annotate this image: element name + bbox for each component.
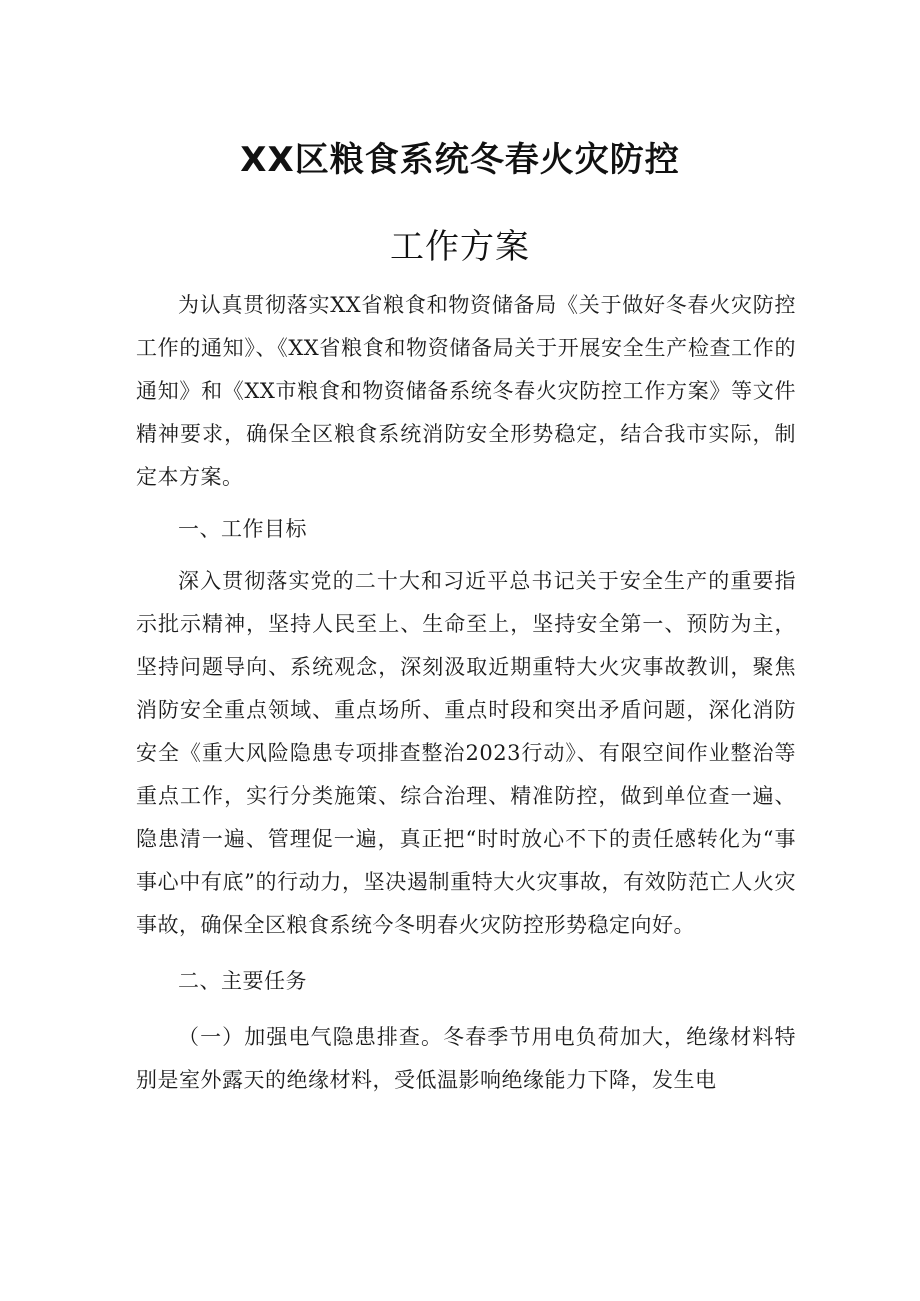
- document-title-line2: 工作方案: [390, 227, 530, 267]
- document-body: [136, 284, 796, 1102]
- section2-heading: 二、主要任务: [178, 969, 307, 993]
- section1-heading: 一、工作目标: [178, 517, 307, 541]
- document-title-line1: XX区粮食系统冬春火灾防控: [240, 140, 680, 180]
- intro-paragraph: 为认真贯彻落实XX省粮食和物资储备局《关于做好冬春火灾防控工作的通知》、《XX省粮食和物资储备局关于开展安全生产检查工作的通知》和《XX市粮食和物资储备系统冬春火灾防控工作方案》等文件精神要求，确保全区粮食系统消防安全形势稳定，结合我市实际，制定本方案。: [136, 293, 796, 489]
- section2-item1-paragraph: （一）加强电气隐患排查。冬春季节用电负荷加大，绝缘材料特别是室外露天的绝缘材料，受低温影响绝缘能力下降，发生电: [136, 1025, 796, 1092]
- section1-paragraph: 深入贯彻落实党的二十大和习近平总书记关于安全生产的重要指示批示精神，坚持人民至上、生命至上，坚持安全第一、预防为主，坚持问题导向、系统观念，深刻汲取近期重特大火灾事故教训，聚焦消防安全重点领域、重点场所、重点时段和突出矛盾问题，深化消防安全《重大风险隐患专项排查整治2023行动》、有限空间作业整治等重点工作，实行分类施策、综合治理、精准防控，做到单位查一遍、隐患清一遍、管理促一遍，真正把“时时放心不下的责任感转化为“事事心中有底”的行动力，坚决遏制重特大火灾事故，有效防范亡人火灾事故，确保全区粮食系统今冬明春火灾防控形势稳定向好。: [136, 569, 796, 937]
